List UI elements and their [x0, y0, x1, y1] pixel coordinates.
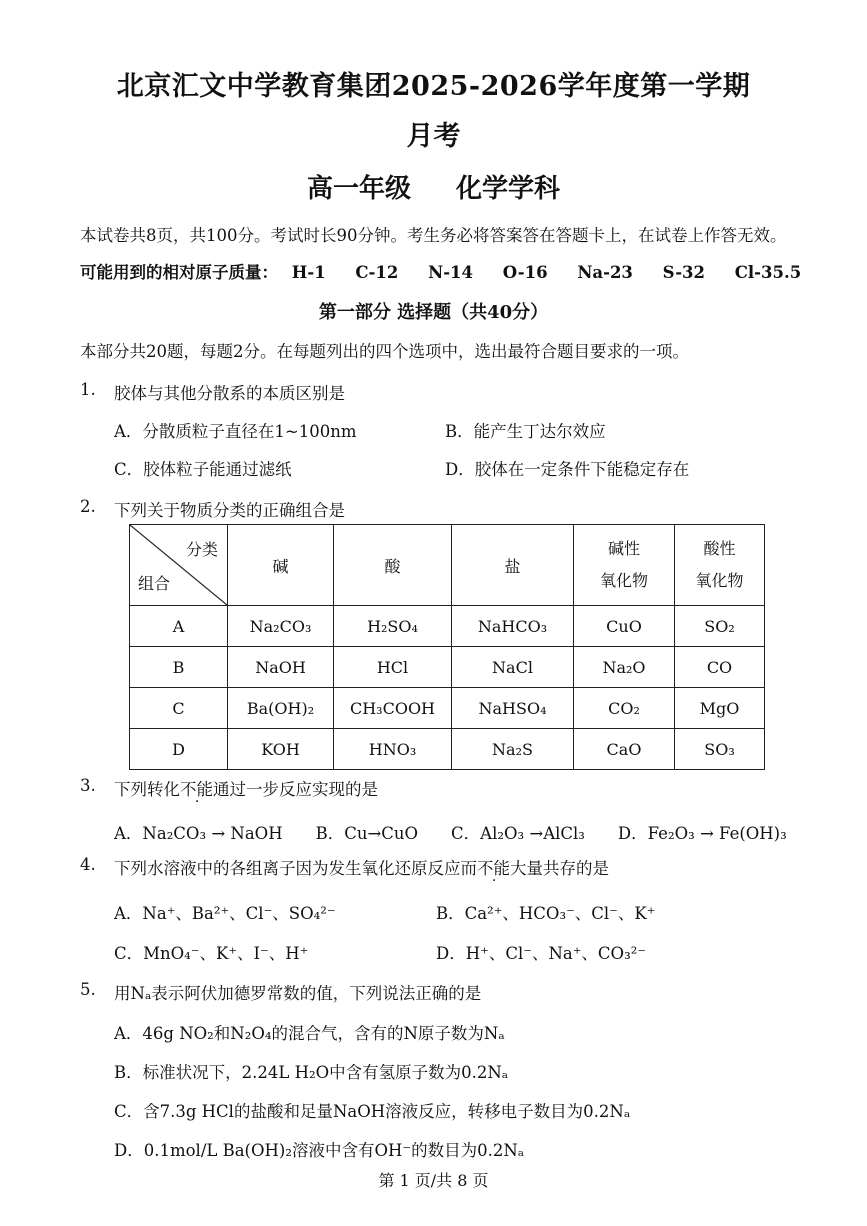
table-cell: HNO₃: [334, 729, 452, 770]
table-cell: HCl: [334, 647, 452, 688]
header-line: 氧化物: [695, 571, 744, 590]
grade-subject: [0, 168, 867, 205]
option-d: D．胶体在一定条件下能稳定存在: [445, 460, 690, 479]
table-cell: C: [130, 688, 228, 729]
table-row: [130, 688, 765, 729]
table-row: [130, 606, 765, 647]
mass-item: H-1: [291, 263, 326, 282]
option-b: B．能产生丁达尔效应: [445, 422, 606, 441]
table-row: [130, 729, 765, 770]
stem-text: 通过一步反应实现的是: [213, 780, 378, 799]
table-header-cell: [574, 525, 675, 606]
option-c: C．含7.3g HCl的盐酸和足量NaOH溶液反应，转移电子数目为0.2Nₐ: [114, 1102, 631, 1121]
corner-bottom-label: 组合: [138, 574, 171, 593]
table-cell: H₂SO₄: [334, 606, 452, 647]
option-d: D．0.1mol/L Ba(OH)₂溶液中含有OH⁻的数目为0.2Nₐ: [114, 1141, 525, 1160]
question-number: 3.: [80, 776, 96, 795]
table-cell: CO: [675, 647, 765, 688]
table-cell: NaCl: [452, 647, 574, 688]
table-header-cell: 酸: [334, 525, 452, 606]
section-title: 第一部分 选择题（共40分）: [318, 302, 549, 323]
grade-label: 高一年级: [306, 174, 411, 204]
table-cell: Na₂O: [574, 647, 675, 688]
question-number: 4.: [80, 855, 96, 874]
mass-item: S-32: [662, 263, 706, 282]
emphasis-text: 不能: [180, 780, 213, 799]
options-row: A．Na₂CO₃ → NaOH B．Cu→CuO C．Al₂O₃ →AlCl₃ D．Fe₂O₃ → Fe(OH)₃: [114, 824, 787, 843]
table-cell: Ba(OH)₂: [228, 688, 334, 729]
exam-title: 北京汇文中学教育集团2025-2026学年度第一学期: [116, 71, 751, 102]
question-number: 1.: [80, 380, 96, 399]
question-number: 2.: [80, 497, 96, 516]
page-footer: 第 1 页/共 8 页: [378, 1171, 489, 1190]
option-a: A．Na⁺、Ba²⁺、Cl⁻、SO₄²⁻: [114, 904, 336, 923]
stem-text: 下列水溶液中的各组离子因为发生氧化还原反应而: [114, 859, 477, 878]
table-cell: A: [130, 606, 228, 647]
exam-subtitle: 月考: [406, 121, 461, 152]
mass-item: Cl-35.5: [734, 263, 802, 282]
option-b: B．Ca²⁺、HCO₃⁻、Cl⁻、K⁺: [436, 904, 656, 923]
table-cell: CO₂: [574, 688, 675, 729]
header-line: 氧化物: [599, 571, 648, 590]
question-stem: 用Nₐ表示阿伏加德罗常数的值，下列说法正确的是: [114, 984, 482, 1003]
table-header-cell: [675, 525, 765, 606]
table-header-row: [130, 525, 765, 606]
table-cell: B: [130, 647, 228, 688]
mass-item: C-12: [355, 263, 399, 282]
mass-item: O-16: [502, 263, 548, 282]
table-cell: SO₂: [675, 606, 765, 647]
emphasis-text: 不能: [477, 859, 510, 878]
question-stem: 胶体与其他分散系的本质区别是: [114, 384, 345, 403]
table-cell: CaO: [574, 729, 675, 770]
option-a: A．分散质粒子直径在1~100nm: [114, 422, 357, 441]
table-header-cell: 碱: [228, 525, 334, 606]
question-stem: 下列关于物质分类的正确组合是: [114, 501, 345, 520]
question-stem: [114, 855, 609, 879]
subject-label: 化学学科: [456, 174, 561, 204]
option-a: A．46g NO₂和N₂O₄的混合气，含有的N原子数为Nₐ: [114, 1024, 505, 1043]
table-corner-cell: [130, 525, 228, 606]
table-cell: NaHCO₃: [452, 606, 574, 647]
table-cell: NaOH: [228, 647, 334, 688]
classification-table: [129, 524, 765, 770]
header-line: 碱性: [607, 539, 640, 558]
table-row: [130, 647, 765, 688]
option-d: D．H⁺、Cl⁻、Na⁺、CO₃²⁻: [436, 944, 647, 963]
table-cell: MgO: [675, 688, 765, 729]
header-line: 酸性: [703, 539, 736, 558]
table-cell: SO₃: [675, 729, 765, 770]
table-header-cell: 盐: [452, 525, 574, 606]
table-cell: NaHSO₄: [452, 688, 574, 729]
table-cell: Na₂CO₃: [228, 606, 334, 647]
exam-intro: 本试卷共8页，共100分。考试时长90分钟。考生务必将答案答在答题卡上，在试卷上作答无效。: [80, 226, 787, 245]
option-c: C．MnO₄⁻、K⁺、I⁻、H⁺: [114, 944, 309, 963]
question-number: 5.: [80, 980, 96, 999]
table-cell: D: [130, 729, 228, 770]
atomic-masses-label: 可能用到的相对原子质量：: [80, 263, 278, 282]
stem-text: 下列转化: [114, 780, 180, 799]
corner-top-label: 分类: [185, 540, 218, 559]
table-cell: KOH: [228, 729, 334, 770]
table-cell: CuO: [574, 606, 675, 647]
mass-item: N-14: [428, 263, 474, 282]
question-stem: [114, 776, 378, 800]
section-instruction: 本部分共20题，每题2分。在每题列出的四个选项中，选出最符合题目要求的一项。: [80, 342, 689, 361]
option-b: B．标准状况下，2.24L H₂O中含有氢原子数为0.2Nₐ: [114, 1063, 509, 1082]
option-c: C．胶体粒子能通过滤纸: [114, 460, 292, 479]
table-cell: Na₂S: [452, 729, 574, 770]
stem-text: 大量共存的是: [510, 859, 609, 878]
atomic-masses: [80, 259, 825, 283]
mass-item: Na-23: [577, 263, 633, 282]
table-cell: CH₃COOH: [334, 688, 452, 729]
